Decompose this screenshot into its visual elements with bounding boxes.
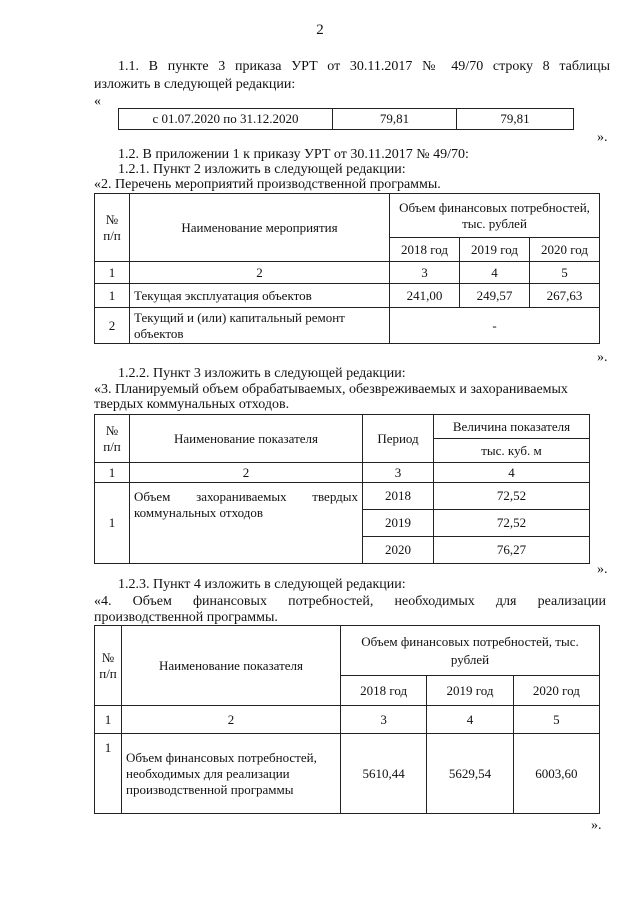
table-title-cont: производственной программы. — [94, 610, 278, 625]
section-1-2-1-heading: 1.2.1. Пункт 2 изложить в следующей редакции: — [118, 162, 406, 177]
index-cell: 2 — [130, 262, 390, 284]
index-cell: 2 — [130, 463, 363, 483]
header-name: Наименование показателя — [122, 626, 341, 706]
table-row-8 — [118, 108, 574, 130]
table-row — [95, 734, 600, 814]
header-year: 2019 год — [459, 238, 529, 262]
section-1-1-line1: 1.1. В пункте 3 приказа УРТ от 30.11.2017 № 49/70 строку 8 таблицы — [118, 59, 610, 74]
row-value: 5610,44 — [341, 734, 427, 814]
index-cell: 4 — [427, 706, 513, 734]
table-row — [95, 284, 600, 308]
row-num: 2 — [95, 308, 130, 344]
header-num: № п/п — [95, 415, 130, 463]
index-cell: 5 — [513, 706, 599, 734]
index-cell: 4 — [434, 463, 590, 483]
section-1-1-line2: изложить в следующей редакции: — [94, 77, 296, 92]
row-name: Текущий и (или) капитальный ремонт объектов — [130, 308, 390, 344]
row-value: 76,27 — [434, 537, 590, 564]
section-1-2-3-heading: 1.2.3. Пункт 4 изложить в следующей редакции: — [118, 577, 406, 592]
period-cell: с 01.07.2020 по 31.12.2020 — [119, 109, 333, 130]
row-value: 72,52 — [434, 510, 590, 537]
index-row — [95, 262, 600, 284]
header-period: Период — [363, 415, 434, 463]
table-title: «2. Перечень мероприятий производственной программы. — [94, 177, 441, 192]
index-cell: 5 — [529, 262, 599, 284]
row-period: 2018 — [363, 483, 434, 510]
row-name: Объем финансовых потребностей, необходимых для реализации производственной программы — [122, 734, 341, 814]
page-number: 2 — [316, 22, 324, 38]
header-year: 2018 год — [390, 238, 460, 262]
measures-table — [94, 193, 600, 344]
row-period: 2019 — [363, 510, 434, 537]
index-cell: 4 — [459, 262, 529, 284]
index-cell: 1 — [95, 262, 130, 284]
index-cell: 1 — [95, 706, 122, 734]
header-fin: Объем финансовых потребностей, тыс. рублей — [390, 194, 600, 238]
section-1-2-heading: 1.2. В приложении 1 к приказу УРТ от 30.11.2017 № 49/70: — [118, 147, 469, 162]
index-cell: 3 — [341, 706, 427, 734]
open-quote: « — [94, 94, 101, 109]
header-num: № п/п — [95, 194, 130, 262]
row-num: 1 — [95, 483, 130, 564]
table-title: «3. Планируемый объем обрабатываемых, обезвреживаемых и захораниваемых — [94, 382, 568, 397]
table-row — [119, 109, 574, 130]
waste-table — [94, 414, 590, 564]
index-cell: 1 — [95, 463, 130, 483]
header-name: Наименование мероприятия — [130, 194, 390, 262]
close-quote: ». — [597, 562, 608, 577]
row-value: 6003,60 — [513, 734, 599, 814]
close-quote: ». — [597, 130, 608, 145]
table-row — [95, 483, 590, 510]
close-quote: ». — [591, 818, 602, 833]
table-title-cont: твердых коммунальных отходов. — [94, 397, 290, 412]
header-year: 2018 год — [341, 676, 427, 706]
table-row — [95, 308, 600, 344]
row-name: Текущая эксплуатация объектов — [130, 284, 390, 308]
header-name: Наименование показателя — [130, 415, 363, 463]
finance-table — [94, 625, 600, 814]
row-value: 241,00 — [390, 284, 460, 308]
index-row — [95, 706, 600, 734]
header-fin: Объем финансовых потребностей, тыс. рублей — [341, 626, 600, 676]
row-value: 5629,54 — [427, 734, 513, 814]
row-value: 72,52 — [434, 483, 590, 510]
row-name: Объем захораниваемых твердых коммунальных отходов — [130, 483, 363, 564]
row-num: 1 — [95, 734, 122, 814]
index-cell: 3 — [390, 262, 460, 284]
header-year: 2020 год — [513, 676, 599, 706]
row-value: 267,63 — [529, 284, 599, 308]
close-quote: ». — [597, 350, 608, 365]
index-cell: 2 — [122, 706, 341, 734]
table-title: «4. Объем финансовых потребностей, необходимых для реализации — [94, 594, 606, 609]
section-1-2-2-heading: 1.2.2. Пункт 3 изложить в следующей редакции: — [118, 366, 406, 381]
value-cell: 79,81 — [333, 109, 457, 130]
header-num: № п/п — [95, 626, 122, 706]
row-dash: - — [390, 308, 600, 344]
value-cell: 79,81 — [457, 109, 574, 130]
row-value: 249,57 — [459, 284, 529, 308]
header-year: 2019 год — [427, 676, 513, 706]
row-num: 1 — [95, 284, 130, 308]
index-row — [95, 463, 590, 483]
index-cell: 3 — [363, 463, 434, 483]
header-year: 2020 год — [529, 238, 599, 262]
header-unit: тыс. куб. м — [434, 439, 590, 463]
header-value: Величина показателя — [434, 415, 590, 439]
row-period: 2020 — [363, 537, 434, 564]
